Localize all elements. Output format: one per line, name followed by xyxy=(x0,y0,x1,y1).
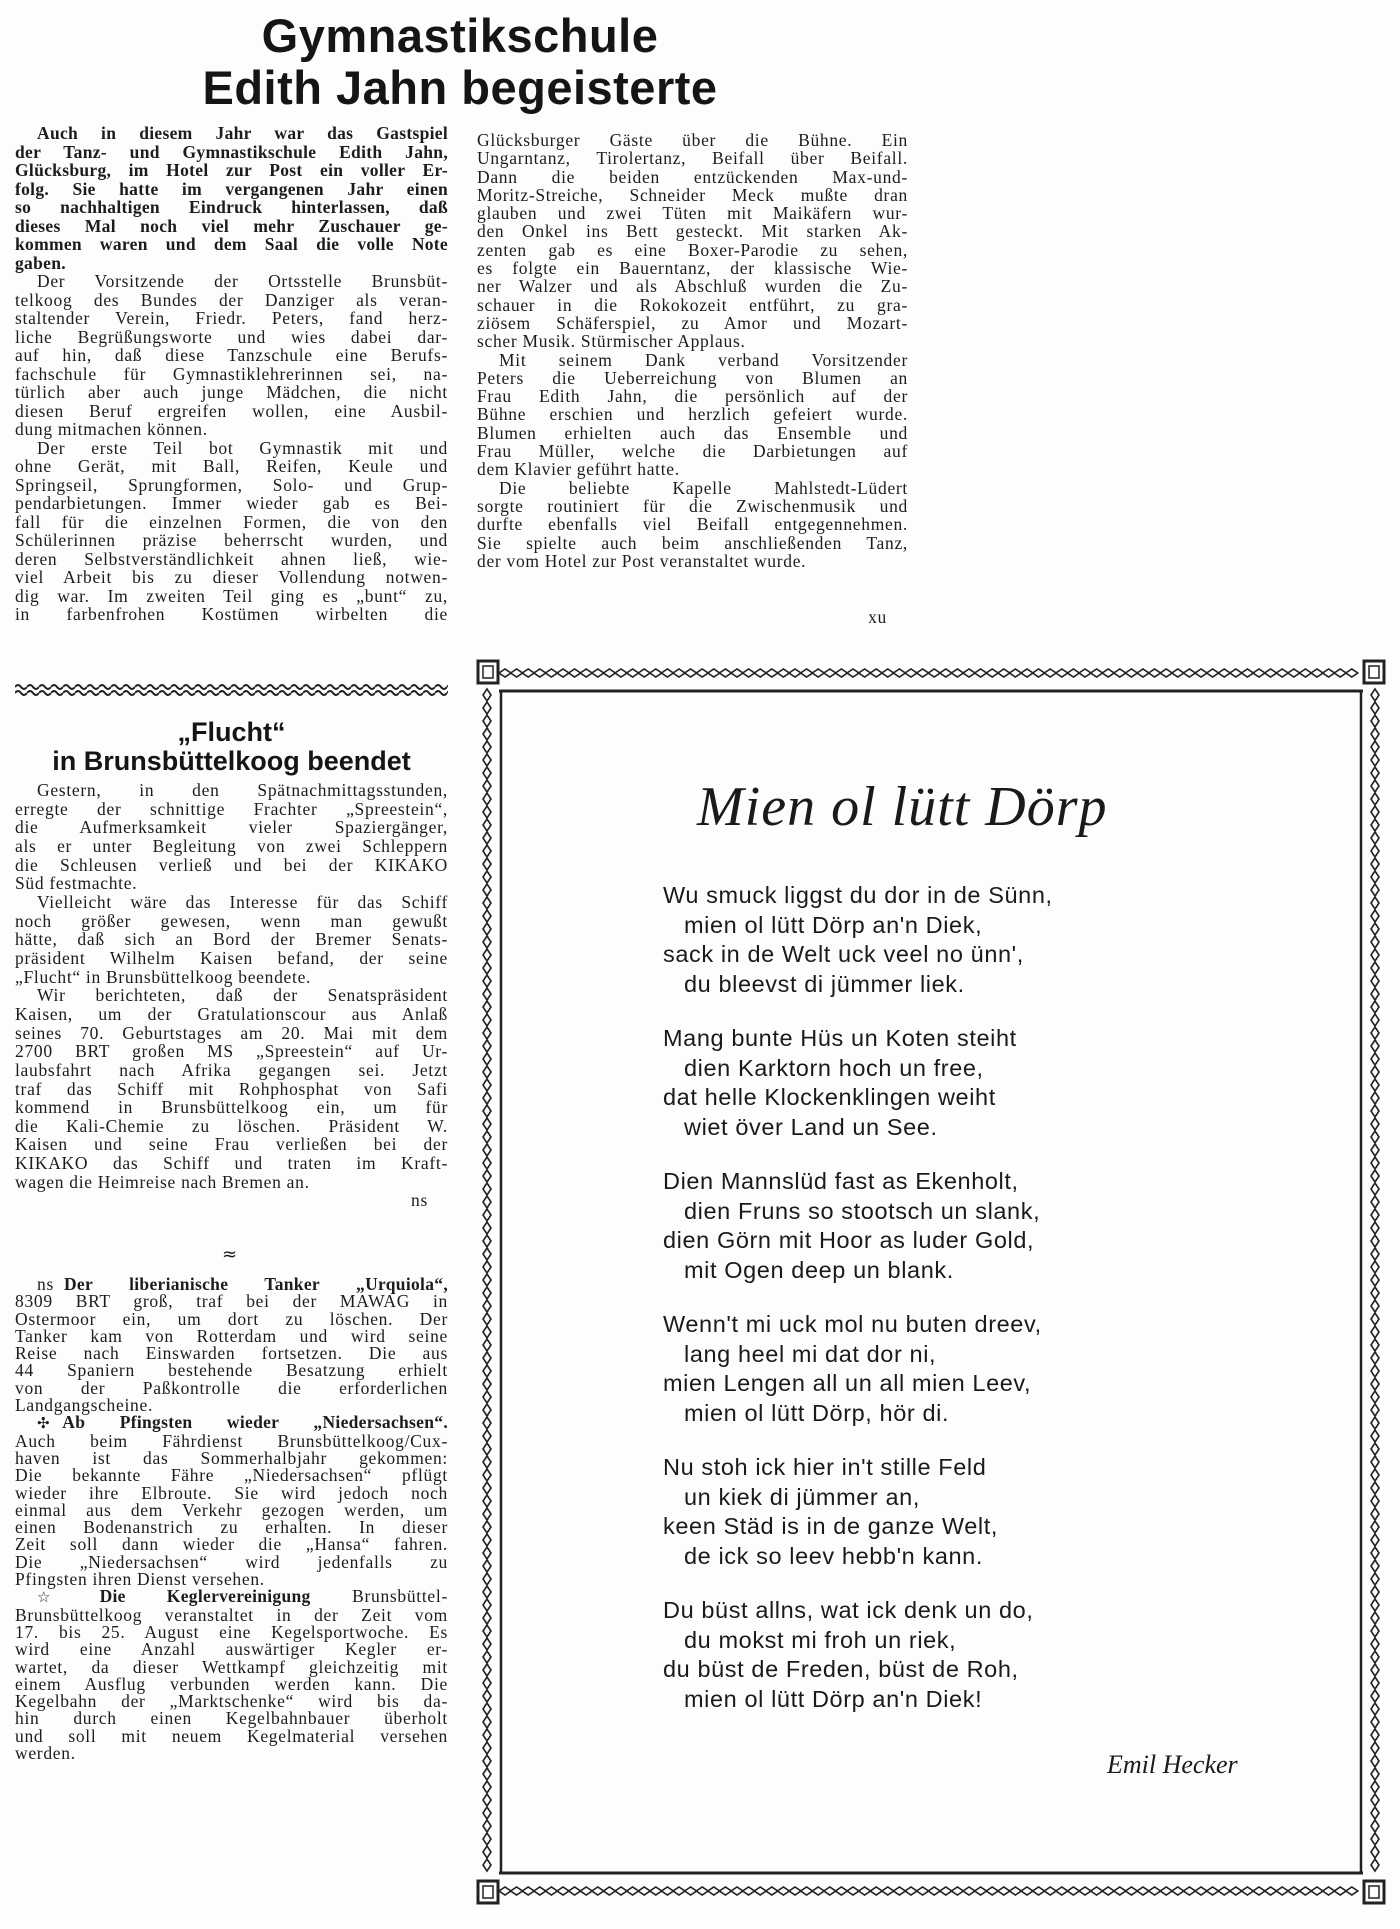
text-line: 8309 BRT groß, traf bei der MAWAG in xyxy=(15,1291,448,1312)
text-line xyxy=(15,1414,448,1432)
text-line: seines 70. Geburtstages am 20. Mai mit dem xyxy=(15,1022,448,1043)
text-line: der Tanz- und Gymnastikschule Edith Jahn, xyxy=(15,141,448,162)
text-line: die Schleusen verließ und bei der KIKAKO xyxy=(15,854,448,875)
text-line: Bühne erschien und herzlich gefeiert wurde. xyxy=(477,404,908,425)
poem-line: de ick so leev hebb'n kann. xyxy=(684,1542,983,1569)
text-line: Vielleicht wäre das Interesse für das Schiff xyxy=(37,891,448,912)
poem-line: du büst de Freden, büst de Roh, xyxy=(663,1656,1019,1682)
text-line: hätte, daß sich an Bord der Bremer Senats- xyxy=(15,929,448,950)
poem-line: Dien Mannslüd fast as Ekenholt, xyxy=(663,1168,1019,1194)
text-line: Auch beim Fährdienst Brunsbüttelkoog/Cux- xyxy=(15,1430,448,1451)
poem-line: un kiek di jümmer an, xyxy=(684,1483,920,1510)
text-line: türlich aber auch junge Mädchen, die nicht xyxy=(15,382,448,402)
poem-line: dien Görn mit Hoor as luder Gold, xyxy=(663,1227,1035,1253)
star-icon: ☆ xyxy=(37,1588,88,1607)
text-line: fall für die einzelnen Formen, die von den xyxy=(15,511,448,532)
text-line: ner Walzer und als Abschluß wurden die Zu- xyxy=(477,276,908,297)
article-gymnastik-column-2 xyxy=(477,131,908,570)
text-line: Ostermoor ein, um dort zu löschen. Der xyxy=(15,1308,448,1329)
article-flucht-body xyxy=(15,781,448,1191)
text-line: dem Klavier geführt hatte. xyxy=(477,459,680,480)
text-line: in farbenfrohen Kostümen wirbelten die xyxy=(15,604,448,624)
poem-line: sack in de Welt uck veel no ünn', xyxy=(663,941,1024,967)
poem-line: dien Fruns so stootsch un slank, xyxy=(684,1197,1041,1224)
text-line: Landgangscheine. xyxy=(15,1395,154,1416)
text-line: gaben. xyxy=(15,252,66,273)
text-line: traf das Schiff mit Rohphosphat von Safi xyxy=(15,1078,448,1099)
text-line: 44 Spaniern bestehende Besatzung erhielt xyxy=(15,1360,448,1381)
poem-line: Wu smuck liggst du dor in de Sünn, xyxy=(663,882,1053,908)
text-line: Kegelbahn der „Marktschenke“ wird bis da- xyxy=(15,1691,448,1712)
text-line: Frau Edith Jahn, die persönlich auf der xyxy=(477,386,908,407)
text-line: durfte ebenfalls viel Beifall entgegennehmen. xyxy=(477,514,908,535)
text-line: pendarbietungen. Immer wieder gab es Bei- xyxy=(15,493,448,513)
text-line: schauer in die Rokokozeit entführt, zu gra- xyxy=(477,294,908,315)
text-line: Süd festmachte. xyxy=(15,873,138,894)
poem-line: mien ol lütt Dörp an'n Diek, xyxy=(684,911,983,938)
text-line: Kaisen und seine Frau verließen bei der xyxy=(15,1134,448,1155)
text-line: der vom Hotel zur Post veranstaltet wurde. xyxy=(477,550,807,571)
text-line: dieses Mal noch viel mehr Zuschauer ge- xyxy=(15,215,448,236)
text-line: haven ist das Sommerhalbjahr gekommen: xyxy=(15,1447,448,1468)
headline-line-1: Gymnastikschule xyxy=(261,9,659,62)
text-line: Die bekannte Fähre „Niedersachsen“ pflügt xyxy=(15,1465,448,1486)
text-line: dig war. Im zweiten Teil ging es „bunt“ zu, xyxy=(15,585,448,606)
news-briefs xyxy=(15,1276,448,1762)
text-line: ziösem Schäferspiel, zu Amor und Mozart- xyxy=(477,312,908,333)
text-line: Der erste Teil bot Gymnastik mit und xyxy=(37,437,448,458)
text-fragment: Brunsbüttel- xyxy=(352,1586,448,1607)
news-brief xyxy=(15,1588,448,1762)
text-line: Tanker kam von Rotterdam und wird seine xyxy=(15,1325,448,1346)
paragraph xyxy=(15,893,448,986)
text-line: Dann die beiden entzückenden Max-und- xyxy=(477,166,908,187)
text-line: werden. xyxy=(15,1743,76,1764)
poem-line: Nu stoh ick hier in't stille Feld xyxy=(663,1454,987,1480)
text-line: diesen Beruf ergreifen wollen, eine Ausbil- xyxy=(15,400,448,421)
text-line: von der Paßkontrolle die erforderlichen xyxy=(15,1377,448,1398)
paragraph xyxy=(15,986,448,1191)
separator-symbol: ≈ xyxy=(222,1244,238,1265)
text-line: Gestern, in den Spätnachmittagsstunden, xyxy=(37,780,448,800)
text-line: Springseil, Sprungformen, Solo- und Grup- xyxy=(15,474,448,495)
paragraph xyxy=(477,131,908,351)
text-line: Frau Müller, welche die Darbietungen auf xyxy=(477,441,908,462)
headline-line-2: in Brunsbüttelkoog beendet xyxy=(52,746,411,776)
text-line: Reise nach Einswarden fortsetzen. Die aus xyxy=(15,1343,448,1364)
text-line: „Flucht“ in Brunsbüttelkoog beendete. xyxy=(15,966,312,987)
article-gymnastik-column-1 xyxy=(15,124,448,624)
wavy-divider xyxy=(15,683,448,697)
poem-line: du mokst mi froh un riek, xyxy=(684,1626,957,1653)
text-line: Blumen erhielten auch das Ensemble und xyxy=(477,422,908,443)
text-line: Die „Niedersachsen“ wird jedenfalls zu xyxy=(15,1551,448,1572)
poem-line: mit Ogen deep un blank. xyxy=(684,1256,954,1283)
text-line: Sie spielte auch beim anschließenden Tanz, xyxy=(477,532,908,553)
text-line: einmal aus dem Verkehr gezogen werden, um xyxy=(15,1499,448,1520)
paragraph xyxy=(15,272,448,439)
text-line: Glücksburger Gäste über die Bühne. Ein xyxy=(477,130,908,150)
text-line: sorgte routiniert für die Zwischenmusik und xyxy=(477,495,908,516)
text-line: KIKAKO das Schiff und traten im Kraft- xyxy=(15,1153,448,1174)
text-line: Peters die Ueberreichung von Blumen an xyxy=(477,367,908,388)
text-line: Zeit soll dann wieder die „Hansa“ fahren. xyxy=(15,1534,448,1555)
author-initials: ns xyxy=(411,1190,428,1210)
text-line: laubsfahrt nach Afrika gegangen sei. Jetzt xyxy=(15,1059,448,1080)
text-line: telkoog des Bundes der Danziger als veran- xyxy=(15,289,448,310)
news-brief xyxy=(15,1276,448,1414)
text-line: es folgte ein Bauerntanz, der klassische Wie- xyxy=(477,258,908,279)
text-line: fachschule für Gymnastiklehrerinnen sei, na- xyxy=(15,363,448,384)
text-line: deren Selbstverständlichkeit ahnen ließ, wie- xyxy=(15,548,448,569)
poem-line: dat helle Klockenklingen weiht xyxy=(663,1084,996,1110)
brief-lead: Ab Pfingsten wieder „Niedersachsen“. xyxy=(62,1412,448,1433)
text-line: so nachhaltigen Eindruck hinterlassen, daß xyxy=(15,197,448,217)
text-line: wagen die Heimreise nach Bremen an. xyxy=(15,1171,310,1192)
ornament-icon: ✣ xyxy=(37,1414,51,1433)
brief-lead: Der liberianische Tanker „Urquiola“, xyxy=(63,1274,448,1294)
text-line: präsident Wilhelm Kaisen befand, der seine xyxy=(15,947,448,968)
text-line: dung mitmachen können. xyxy=(15,419,208,439)
text-line: staltender Verein, Friedr. Peters, fand herz- xyxy=(15,308,448,328)
text-line: Schülerinnen präzise beherrscht wurden, und xyxy=(15,530,448,550)
poem-line: lang heel mi dat dor ni, xyxy=(684,1340,937,1367)
author-prefix: ns xyxy=(37,1274,54,1294)
author-initials: xu xyxy=(868,607,887,627)
brief-lead: Die Keglervereinigung xyxy=(99,1586,311,1607)
article-headline-flucht xyxy=(15,718,448,776)
text-line: wird eine Anzahl auswärtiger Kegler er- xyxy=(15,1639,448,1660)
text-line: Die beliebte Kapelle Mahlstedt-Lüdert xyxy=(499,477,908,498)
paragraph xyxy=(477,351,908,479)
text-line: auf hin, daß diese Tanzschule eine Berufs- xyxy=(15,345,448,365)
text-line: 17. bis 25. August eine Kegelsportwoche. Es xyxy=(15,1621,448,1642)
text-line: die Aufmerksamkeit vieler Spaziergänger, xyxy=(15,817,448,838)
article-headline xyxy=(130,10,790,114)
text-line: Pfingsten ihren Dienst versehen. xyxy=(15,1569,265,1590)
poem-line: Du büst allns, wat ick denk un do, xyxy=(663,1597,1034,1623)
text-line: wieder ihre Elbroute. Sie wird jedoch noch xyxy=(15,1482,448,1503)
text-line: Mit seinem Dank verband Vorsitzender xyxy=(499,349,908,370)
poem-line: du bleevst di jümmer liek. xyxy=(684,970,965,997)
paragraph xyxy=(15,124,448,272)
text-line: Glücksburg, im Hotel zur Post ein voller Er- xyxy=(15,160,448,180)
text-line: glauben und zwei Tüten mit Maikäfern wur- xyxy=(477,203,908,224)
text-line: wartet, da dieser Wettkampf gleichzeitig mit xyxy=(15,1656,448,1677)
poem-line: mien ol lütt Dörp, hör di. xyxy=(684,1399,950,1426)
news-brief xyxy=(15,1414,448,1588)
text-line: folg. Sie hatte im vergangenen Jahr einen xyxy=(15,178,448,199)
text-line: einen Bodenanstrich zu erhalten. In dieser xyxy=(15,1517,448,1538)
headline-line-1: „Flucht“ xyxy=(177,717,286,747)
paragraph xyxy=(15,439,448,624)
text-line: hin durch einen Kegelbahnbauer überholt xyxy=(15,1708,448,1729)
text-line: liche Begrüßungsworte und wies dabei dar- xyxy=(15,326,448,347)
paragraph xyxy=(15,781,448,893)
text-line: kommen waren und dem Saal die volle Note xyxy=(15,234,448,254)
text-line: einem Ausflug verbunden werden kann. Die xyxy=(15,1673,448,1694)
text-line: den Onkel ins Bett gesteckt. Mit starken Ak- xyxy=(477,221,908,242)
poem-line: Mang bunte Hüs un Koten steiht xyxy=(663,1025,1017,1051)
text-line: kommend in Brunsbüttelkoog ein, um für xyxy=(15,1097,448,1118)
poem-line: Wenn't mi uck mol nu buten dreev, xyxy=(663,1311,1042,1337)
poem-line: dien Karktorn hoch un free, xyxy=(684,1054,984,1081)
poem-line: mien Lengen all un all mien Leev, xyxy=(663,1370,1032,1396)
text-line: Moritz-Streiche, Schneider Meck mußte dran xyxy=(477,184,908,205)
paragraph xyxy=(477,479,908,570)
text-line: Auch in diesem Jahr war das Gastspiel xyxy=(37,123,448,143)
text-line: und soll mit neuem Kegelmaterial versehen xyxy=(15,1725,448,1746)
poem-line: wiet över Land un See. xyxy=(684,1113,938,1140)
text-line: Wir berichteten, daß der Senatspräsident xyxy=(37,985,448,1006)
text-line: Kaisen, um der Gratulationscour aus Anlaß xyxy=(15,1003,448,1024)
text-line: zenten gab es eine Boxer-Parodie zu sehen, xyxy=(477,239,908,260)
text-line: viel Arbeit bis zu dieser Vollendung notwen- xyxy=(15,567,448,587)
text-line: als er unter Begleitung von zwei Schleppern xyxy=(15,835,448,856)
text-line: die Kali-Chemie zu löschen. Präsident W. xyxy=(15,1115,448,1136)
poem-title: Mien ol lütt Dörp xyxy=(697,776,1108,838)
poem-line: mien ol lütt Dörp an'n Diek! xyxy=(684,1685,983,1712)
text-line: scher Musik. Stürmischer Applaus. xyxy=(477,331,746,352)
text-line: noch größer gewesen, wenn man gewußt xyxy=(15,910,448,931)
text-line xyxy=(15,1588,448,1606)
headline-line-2: Edith Jahn begeisterte xyxy=(202,61,718,114)
poem-author-signature: Emil Hecker xyxy=(1107,1750,1238,1779)
text-line: Brunsbüttelkoog veranstaltet in der Zeit vom xyxy=(15,1604,448,1625)
poem-line: keen Städ is in de ganze Welt, xyxy=(663,1513,999,1539)
text-line: erregte der schnittige Frachter „Spreestein“, xyxy=(15,798,448,819)
text-line: 2700 BRT großen MS „Spreestein“ auf Ur- xyxy=(15,1041,448,1062)
text-line: Der Vorsitzende der Ortsstelle Brunsbüt- xyxy=(37,271,448,291)
text-line: Ungarntanz, Tirolertanz, Beifall über Beifall. xyxy=(477,148,908,169)
text-line: ohne Gerät, mit Ball, Reifen, Keule und xyxy=(15,456,448,476)
